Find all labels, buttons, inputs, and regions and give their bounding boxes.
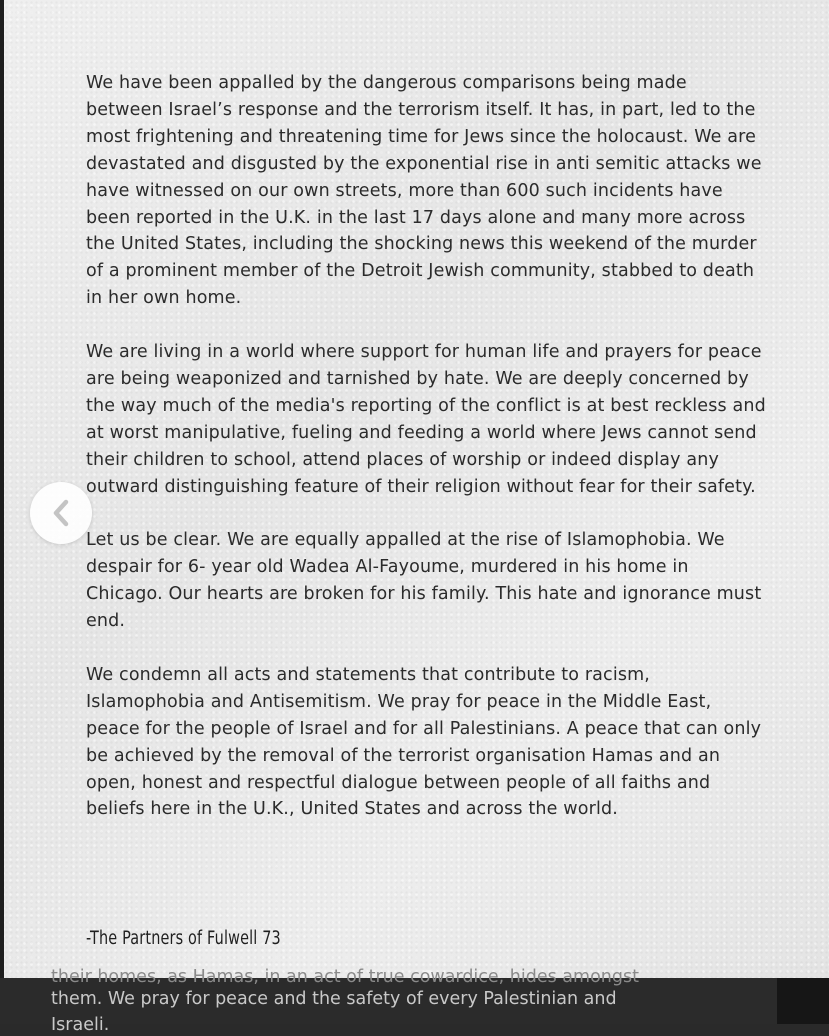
statement-paragraph-1: We have been appalled by the dangerous comparisons being made between Israel’s response and the terrorism itself. It has, in part, led to the most frightening and threatening time for Jews since the holocaust. We are devastated and disgusted by the exponential rise in anti semitic attacks we have witnessed on our own streets, more than 600 such incidents have been reported in the U.K. in the last 17 days alone and many more across the United States, including the shocking news this weekend of the murder of a prominent member of the Detroit Jewish community, stabbed to death in her own home. bbox=[86, 73, 762, 309]
caption-line-1: them. We pray for peace and the safety of every Palestinian and bbox=[51, 989, 617, 1009]
caption-line-2: Israeli. bbox=[51, 1015, 110, 1035]
statement-paragraph-4: We condemn all acts and statements that contribute to racism, Islamophobia and Antisemitism. We pray for peace in the Middle East, peace for the people of Israel and for all Palestinians. A peace that can only be achieved by the removal of the terrorist organisation Hamas and an open, honest and respectful dialogue between people of all faiths and beliefs here in the U.K., United States and across the world. bbox=[86, 664, 762, 820]
caption-line-cut: their homes, as Hamas, in an act of true cowardice, hides amongst bbox=[51, 967, 639, 987]
statement-signature: -The Partners of Fulwell 73 bbox=[86, 928, 281, 949]
statement-paragraph-3: Let us be clear. We are equally appalled at the rise of Islamophobia. We despair for 6- year old Wadea Al-Fayoume, murdered in his home in Chicago. Our hearts are broken for his family. This hate and ignorance must end. bbox=[86, 530, 762, 632]
statement-body bbox=[86, 70, 766, 850]
statement-paragraph-2: We are living in a world where support for human life and prayers for peace are being weaponized and tarnished by hate. We are deeply concerned by the way much of the media's reporting of the conflict is at best reckless and at worst manipulative, fueling and feeding a world where Jews cannot send their children to school, attend places of worship or indeed display any outward distinguishing feature of their religion without fear for their safety. bbox=[86, 342, 766, 497]
side-panel-edge bbox=[777, 978, 829, 1024]
statement-image bbox=[4, 0, 829, 987]
chevron-left-icon bbox=[50, 498, 72, 528]
carousel-prev-button[interactable] bbox=[30, 482, 92, 544]
post-caption-area bbox=[0, 967, 829, 1035]
